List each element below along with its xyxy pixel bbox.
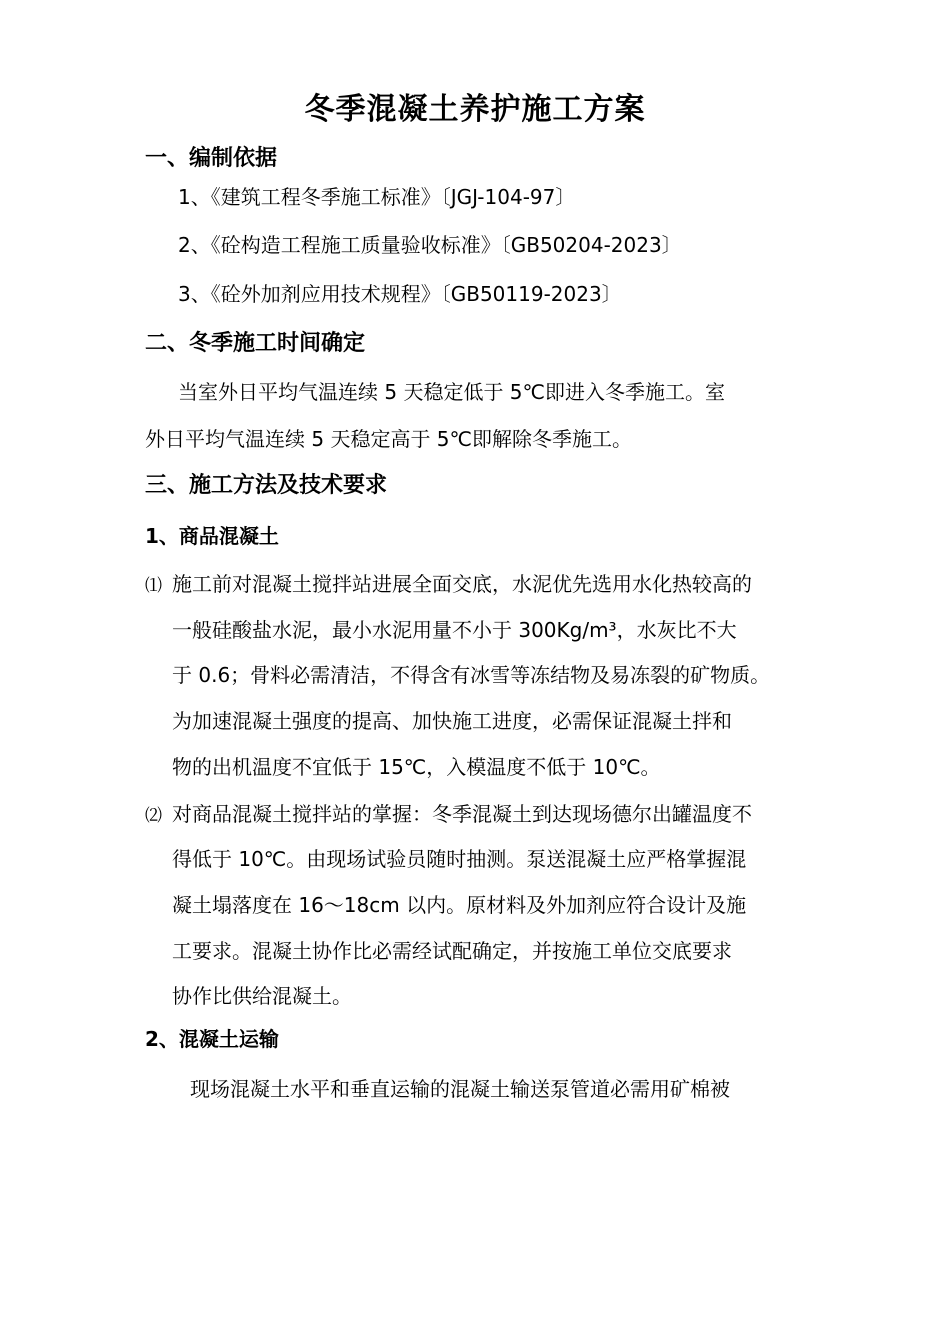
concrete-paragraph2-line-5: 协作比供给混凝土。 [172,984,352,1008]
paragraph-marker-2: ⑵ [145,806,162,826]
section-heading-methods: 三、施工方法及技术要求 [145,473,388,498]
concrete-paragraph1-line-3: 于 0.6；骨料必需清洁，不得含有冰雪等冻结物及易冻裂的矿物质。 [172,663,771,687]
basis-item-3: 3、《砼外加剂应用技术规程》〔GB50119-2023〕 [178,282,622,306]
basis-item-2: 2、《砼构造工程施工质量验收标准》〔GB50204-2023〕 [178,233,682,257]
subsection-heading-commercial-concrete: 1、商品混凝土 [145,524,279,548]
section-heading-basis: 一、编制依据 [145,146,278,171]
document-title: 冬季混凝土养护施工方案 [304,92,646,127]
concrete-paragraph1-line-1: 施工前对混凝土搅拌站进展全面交底，水泥优先选用水化热较高的 [172,572,752,596]
concrete-paragraph1-line-2: 一般硅酸盐水泥，最小水泥用量不小于 300Kg/m³，水灰比不大 [172,618,737,642]
time-paragraph-line-1: 当室外日平均气温连续 5 天稳定低于 5℃即进入冬季施工。室 [178,380,725,404]
concrete-paragraph2-line-4: 工要求。混凝土协作比必需经试配确定，并按施工单位交底要求 [172,939,732,963]
concrete-paragraph1-line-4: 为加速混凝土强度的提高、加快施工进度，必需保证混凝土拌和 [172,709,732,733]
transport-paragraph-line-1: 现场混凝土水平和垂直运输的混凝土输送泵管道必需用矿棉被 [190,1077,730,1101]
concrete-paragraph1-line-5: 物的出机温度不宜低于 15℃，入模温度不低于 10℃。 [172,755,661,779]
paragraph-marker-1: ⑴ [145,576,162,596]
section-heading-time: 二、冬季施工时间确定 [145,331,366,356]
concrete-paragraph2-line-3: 凝土塌落度在 16～18cm 以内。原材料及外加剂应符合设计及施 [172,893,747,917]
concrete-paragraph2-line-2: 得低于 10℃。由现场试验员随时抽测。泵送混凝土应严格掌握混 [172,847,747,871]
time-paragraph-line-2: 外日平均气温连续 5 天稳定高于 5℃即解除冬季施工。 [145,427,632,451]
basis-item-1: 1、《建筑工程冬季施工标准》〔JGJ-104-97〕 [178,185,576,209]
subsection-heading-transport: 2、混凝土运输 [145,1027,279,1051]
concrete-paragraph2-line-1: 对商品混凝土搅拌站的掌握：冬季混凝土到达现场德尔出罐温度不 [172,802,752,826]
